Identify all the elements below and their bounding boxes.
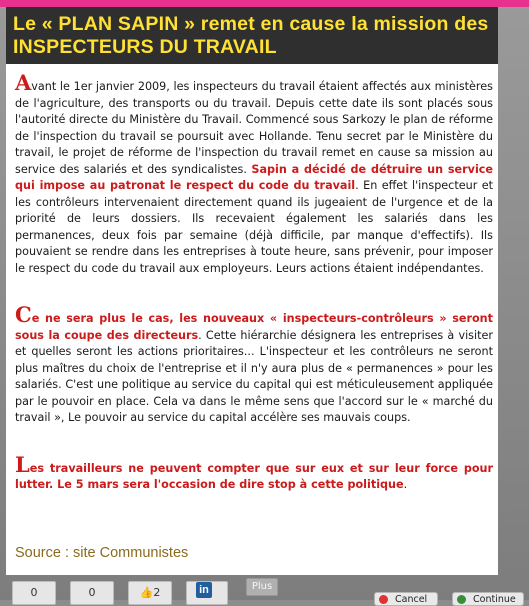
paragraph-2 xyxy=(15,302,493,427)
share-count-button-1[interactable] xyxy=(12,581,56,605)
highlight-text: e ne sera plus le cas, les nouveaux « inspecteurs-contrôleurs » seront sous la coupe des directeurs xyxy=(15,312,493,342)
cancel-button[interactable] xyxy=(374,592,438,606)
article-title: Le « PLAN SAPIN » remet en cause la mission des INSPECTEURS DU TRAVAIL xyxy=(13,13,489,58)
highlight-text: es travailleurs ne peuvent compter que sur eux et sur leur force pour lutter. Le 5 mars sera l'occasion de dire stop à cette politique xyxy=(15,461,493,491)
paragraph-1 xyxy=(15,70,493,277)
article-text xyxy=(15,70,493,494)
continue-button[interactable] xyxy=(452,592,524,606)
paragraph-text: . En effet l'inspecteur et les contrôleurs intervenaient directement quand ils jugeaient de l'urgence et de la priorité de leurs dossiers. Ils recevaient également les salariés dans les permanences, deux fois par semaine (déjà difficile, par manque d'effectifs). Ils pouvaient se rendre dans les entreprises à toute heure, sans prévenir, pour imposer le respect du code du travail aux employeurs. Leurs actions étaient indépendantes. xyxy=(15,179,493,275)
share-count: 0 xyxy=(88,586,96,599)
drop-cap: A xyxy=(15,70,32,95)
drop-cap: C xyxy=(15,302,32,327)
like-button[interactable] xyxy=(128,581,172,605)
highlight-text: Sapin a décidé de détruire un service qui impose au patronat le respect du code du travail xyxy=(15,162,493,192)
linkedin-icon: in xyxy=(196,582,212,598)
paragraph-text: . Cette hiérarchie désignera les entreprises à visiter et quelles seront les actions prioritaires... L'inspecteur et les contrôleurs ne seront plus maîtres du choix de l'entreprise et il n'y aura plus de « permanences » pour les salariés. C'est une politique au service du capital qui est méticuleusement appliquée par le pouvoir en place. Cela va dans le même sens que l'accord sur le « marché du travail », Le pouvoir au service du capital accélère ses mauvais coups. xyxy=(15,328,493,424)
share-count: 0 xyxy=(30,586,38,599)
paragraph-text: . xyxy=(403,478,408,491)
like-count: 2 xyxy=(153,586,161,599)
plus-button[interactable]: Plus xyxy=(246,578,278,596)
share-count-button-2[interactable] xyxy=(70,581,114,605)
drop-cap: L xyxy=(15,451,30,477)
accent-bar xyxy=(0,0,529,7)
paragraph-text: vant le 1er janvier 2009, les inspecteurs du travail étaient affectés aux ministères de l'agriculture, des transports ou du travail. Depuis cette date ils sont placés sous l'autorité directe du Ministère du Travail. Commencé sous Sarkozy le plan de réforme de l'inspection du travail se poursuit avec Hollande. Tenu secret par le Ministère du travail, le projet de réforme de l'inspection du travail remet en cause sa mission au service des salariés et des syndicalistes. xyxy=(15,80,493,176)
paragraph-3 xyxy=(15,451,493,494)
source-credit: Source : site Communistes xyxy=(15,545,189,561)
thumbs-up-icon: 👍 xyxy=(139,586,154,599)
continue-label: Continue xyxy=(473,594,516,605)
cancel-label: Cancel xyxy=(395,594,428,605)
